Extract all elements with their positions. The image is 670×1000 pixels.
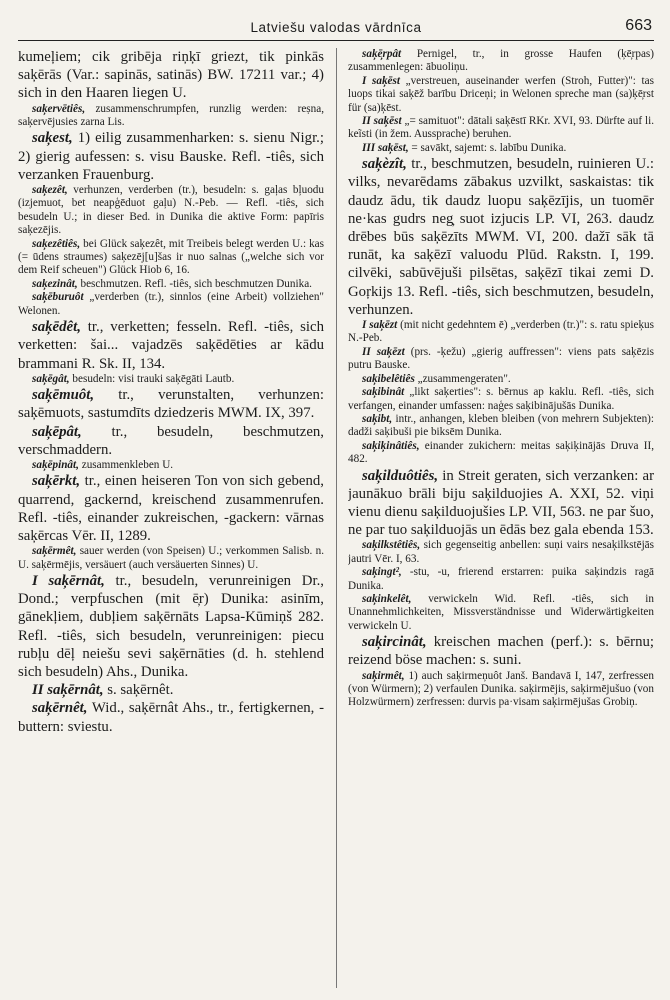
dictionary-entry (18, 184, 324, 238)
entry-definition: 1) auch saķirmeņuôt Janš. Bandavā I, 147, zerfressen (von Würmern); 2) verfaulen Dunika. saķirmējis, saķirmējušuo (von Holzwürmern) zerfressen: durvis pa·visam saķirmējušas Grobiņ. (348, 669, 654, 709)
entry-headword: saķezêt, (32, 184, 68, 197)
entry-headword: saķilduôtiês, (362, 467, 439, 484)
entry-headword: saķilkstêtiês, (362, 539, 421, 552)
entry-definition: Pernigel, tr., in grosse Haufen (ķē̦rpas) zusammenlegen: ābuoliņu. (348, 48, 654, 74)
dictionary-entry (348, 155, 654, 319)
entry-definition: -stu, -u, frierend erstarren: puika saķindzis ragā Dunika. (348, 566, 654, 592)
dictionary-entry (348, 373, 654, 386)
dictionary-entry (348, 633, 654, 669)
entry-headword: I saķērnât, (32, 572, 105, 589)
entry-headword: saķērmêt, (32, 545, 77, 558)
entry-definition: 1) eilig zusammenharken: s. sienu Nigr.; 2) gierig aufessen: s. visu Bauske. Refl. -tiês, sich verzanken Frauenburg. (18, 130, 324, 183)
entry-headword: II saķērnât, (32, 682, 104, 699)
entry-headword: saķèzît, (362, 156, 407, 173)
entry-definition: beschmutzen. Refl. -tiês, sich beschmutzen Dunika. (77, 277, 312, 290)
entry-headword: saķiķinâtiês, (362, 439, 420, 452)
dictionary-entry (348, 48, 654, 75)
column-divider (336, 48, 337, 988)
dictionary-entry (18, 386, 324, 422)
entry-definition: s. saķērnêt. (103, 682, 174, 699)
entry-headword: saķezêtiês, (32, 237, 81, 250)
dictionary-entry (18, 699, 324, 735)
entry-definition: (mit nicht gedehntem ē) „verderben (tr.)": s. ratu spieķus N.-Peb. (348, 319, 654, 345)
entry-headword: saķirmêt, (362, 669, 405, 682)
dictionary-entry (18, 278, 324, 291)
dictionary-entry (348, 539, 654, 566)
entry-headword: saķibinât (362, 386, 405, 399)
dictionary-entry (348, 386, 654, 413)
entry-definition: „= samituot": dātali saķēstī RKr. XVI, 93. Dürfte auf li. keĩsti (in žem. Aussprache) beruhen. (348, 115, 654, 141)
entry-headword: saķēdêt, (32, 319, 81, 336)
entry-headword: saķēgât, (32, 372, 70, 385)
entry-headword: II saķēzt (362, 345, 405, 358)
entry-headword: saķervētiês, (32, 102, 86, 115)
entry-definition: kumeļiem; cik gribēja riņķī griezt, tik pinkās saķērās (Var.: sapinās, satinās) BW. 17211 var.; 4) sich in den Haaren liegen U. (18, 49, 324, 102)
dictionary-entry (348, 115, 654, 142)
entry-definition: einander zukichern: meitas saķiķinājās Druva II, 482. (348, 439, 654, 466)
dictionary-entry (18, 318, 324, 373)
entry-definition: verhunzen, verderben (tr.), besudeln: s. gaļas bļuodu (izjemuot, bet neapģēduot gaļu) N.-Peb. — Refl. -tiês, sich besudeln U.; in dieser Bed. in Dunika die aktive Form: papīris saķezējis. (18, 184, 324, 237)
entry-headword: saķēburuôt (32, 291, 84, 304)
dictionary-entry (18, 681, 324, 699)
dictionary-entry (18, 48, 324, 103)
entry-headword: saķingt², (362, 566, 402, 579)
dictionary-entry (348, 670, 654, 710)
dictionary-entry (348, 413, 654, 440)
entry-headword: saķē̦rpât (362, 48, 402, 60)
entry-definition: bei Glück saķezêt, mit Treibeis belegt werden U.: kas (= ūdens straumes) saķezēj[u]šas ir nuo salnas („welche sich vor dem Reif scheuen") Glück Hiob 6, 16. (18, 237, 324, 277)
dictionary-entry (18, 423, 324, 459)
entry-definition: besudeln: visi trauki saķēgāti Lautb. (69, 372, 235, 385)
entry-headword: saķēpinât, (32, 458, 79, 471)
entry-definition: (prs. -ķežu) „gierig auffressen": viens pats saķēzis putru Bauske. (348, 345, 654, 372)
entry-definition: tr., besudeln, verunreinigen Dr., Dond.; verpfuschen (mit ē̦r) Dunika: asinīm, gānekļiem, dubļiem saķērnāts Lapsa-Kūmiņš 282. Refl. -tiês, sich besudeln, verunreinigen: piecu rubļu dēļ neiešu sevi saķērnāties (d. h. stehlend sich besudeln) Ahs., Dunika. (18, 572, 324, 680)
entry-definition: kreischen machen (perf.): s. bērnu; reizend böse machen: s. suni. (348, 634, 654, 669)
entry-definition: tr., verketten; fesseln. Refl. -tiês, sich verketten: šai... vajadzēs saķēdēties ar kādu brammani R. Sk. II, 134. (18, 319, 324, 372)
dictionary-entry (18, 373, 324, 386)
entry-definition: zusammenschrumpfen, runzlig werden: reṣna, saķervējusies zarna Lis. (18, 102, 324, 129)
page-number: 663 (625, 17, 652, 34)
entry-definition: „zusammengeraten". (414, 372, 511, 385)
entry-headword: I saķēst (362, 74, 400, 87)
right-column (348, 48, 654, 990)
entry-headword: saķēpât, (32, 423, 82, 440)
dictionary-entry (18, 572, 324, 681)
entry-definition: „verstreuen, auseinander werfen (Stroh, Futter)": tas luops tikai saķēž barību Driceņi; in Welonen spreche man (sa)ķē̦rst für (sa)ķēst. (348, 74, 654, 114)
entry-headword: saķest, (32, 130, 73, 147)
entry-definition: zusammenkleben U. (78, 458, 174, 471)
entry-headword: II saķēst (362, 115, 402, 128)
entry-definition: sich gegenseitig anbellen: suņi vairs nesaķilkstējās jautri Vēr. I, 63. (348, 539, 654, 565)
entry-headword: III saķēst, (362, 141, 409, 154)
entry-definition: tr., einen heiseren Ton von sich gebend, quarrend, gackernd, kreischend zusammenrufen. Refl. -tiês, einander zukreischen, -gackern: vārnas saķērcas Vēr. II, 1289. (18, 473, 324, 544)
dictionary-entry (348, 593, 654, 633)
dictionary-entry (348, 566, 654, 593)
dictionary-entry (348, 467, 654, 540)
entry-headword: I saķēzt (362, 319, 398, 332)
dictionary-entry (18, 545, 324, 572)
entry-headword: saķezinât, (32, 277, 78, 290)
entry-definition: „likt saķerties": s. bērnus ap kaklu. Refl. -tiês, sich verfangen, einander umfassen: naģes saķibinājušās Dunika. (348, 386, 654, 412)
entry-headword: saķēmuôt, (32, 387, 95, 404)
entry-headword: saķērnêt, (32, 700, 88, 717)
dictionary-entry (348, 75, 654, 115)
dictionary-entry (18, 238, 324, 278)
entry-headword: saķinkelêt, (362, 592, 412, 605)
dictionary-entry (348, 346, 654, 373)
entry-definition: tr., besudeln, beschmutzen, verschmaddern. (18, 423, 324, 458)
dictionary-entry (18, 472, 324, 545)
dictionary-entry (18, 129, 324, 184)
entry-definition: in Streit geraten, sich verzanken: ar jaunākuo brāli biju saķilduojies A. XXI, 52. viņi vienu dienu saķilduojušies LP. VII, 563. ne par šuo, ne par tuo saķilduojās un ēdās bez gala ebenda 153. (348, 467, 654, 539)
entry-definition: intr., anhangen, kleben bleiben (von mehrern Subjekten): dadži saķibuši pie biksēm Dunika. (348, 412, 654, 439)
dictionary-entry (18, 459, 324, 472)
entry-definition: tr., beschmutzen, besudeln, ruinieren U.: vilks, nevarēdams zābakus uzvilkt, saskaistas: tik daudz ādu, tik daudz luopu saķēzījis, un tuomēr ne·kas gudrs neg̦ suot izjucis LP. VI, 263. daudz drēbes būs saķēzīts MWM. VI, 200. dažī sāk tā runāt, ka saķēzī valuodu Plūd. Rakstn. I, 199. cilvēki, sabūvējuši pilsētas, saķēzī tikai zemi D. Goŗkijs 13. Refl. -tiês, sich beschmutzen, besudeln, verhunzen. (348, 156, 654, 318)
page-header (18, 14, 654, 41)
entry-headword: saķibt, (362, 412, 393, 425)
left-column (18, 48, 324, 990)
page-title: Latviešu valodas vārdnīca (250, 20, 422, 35)
dictionary-entry (18, 291, 324, 318)
entry-definition: sauer werden (von Speisen) U.; verkommen Salisb. n. U. saķērmējis, versäuert (auch versäuerten Sinnes) U. (18, 545, 324, 571)
entry-definition: „verderben (tr.), sinnlos (eine Arbeit) vollziehen" Welonen. (18, 291, 324, 317)
entry-definition: Wid., saķērnât Ahs., tr., fertigkernen, -buttern: sviestu. (18, 700, 324, 735)
entry-headword: saķircinât, (362, 634, 427, 651)
entry-headword: saķibelêtiês (362, 372, 415, 385)
entry-definition: tr., verunstalten, verhunzen: saķēmuots, sastumdīts dziedzeris MWM. IX, 397. (18, 387, 324, 422)
dictionary-entry (18, 103, 324, 130)
entry-definition: verwickeln Wid. Refl. -tiês, sich in Unannehmlichkeiten, Missverständnisse und Widerwärtigkeiten verwickeln U. (348, 592, 654, 632)
dictionary-entry (348, 319, 654, 346)
entry-definition: = savākt, sajemt: s. labību Dunika. (408, 141, 567, 154)
entry-headword: saķērkt, (32, 473, 81, 490)
dictionary-entry (348, 142, 654, 155)
dictionary-entry (348, 440, 654, 467)
